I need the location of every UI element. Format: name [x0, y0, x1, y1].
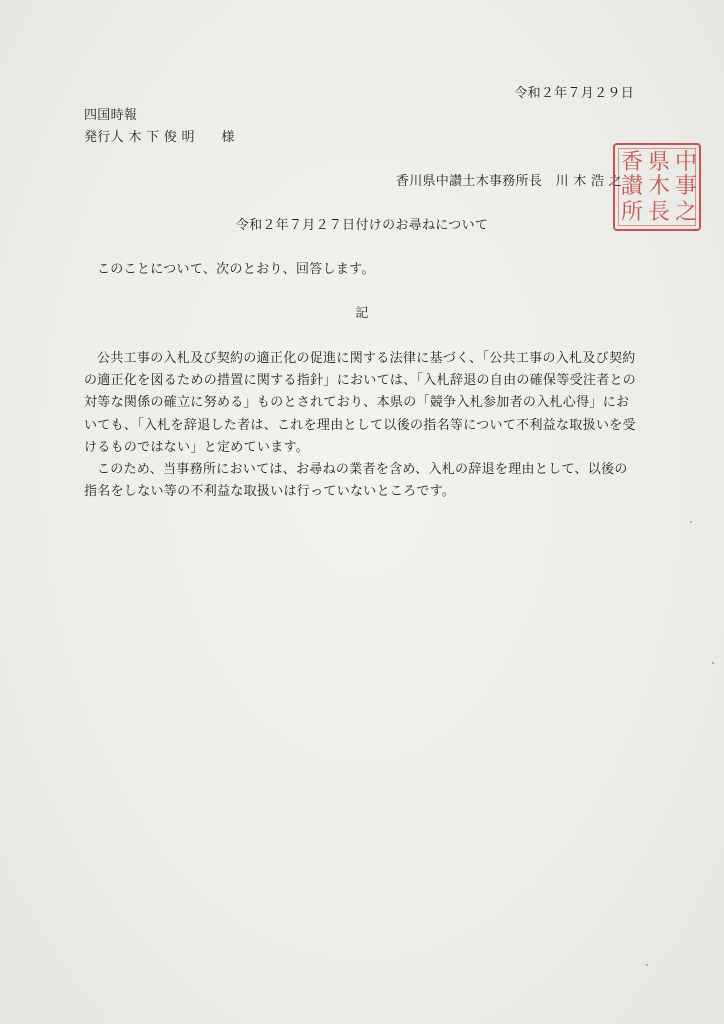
seal-glyph: 木	[647, 174, 670, 199]
seal-glyph: 事	[674, 174, 697, 199]
body-paragraph-2: このため、当事務所においては、お尋ねの業者を含め、入札の辞退を理由として、以後の指名をしない等の不利益な取扱いは行っていないところです。	[84, 462, 628, 500]
seal-glyph: 讃	[620, 174, 643, 199]
recipient-organization: 四国時報	[84, 108, 138, 123]
body-paragraph-1: 公共工事の入札及び契約の適正化の促進に関する法律に基づく、「公共工事の入札及び契約の適正化を図るための措置に関する指針」においては、「入札辞退の自由の確保等受注者との対等な関係の確立に努める」ものとされており、本県の「競争入札参加者の入札心得」においても、「入札を辞退した者は、これを理由として以後の指名等について不利益な取扱いを受けるものではない」と定めています。	[84, 351, 637, 455]
paper-speck	[712, 662, 714, 664]
document-date: 令和２年７月２９日	[514, 86, 634, 101]
seal-glyph: 香	[620, 150, 643, 175]
seal-glyph: 之	[674, 200, 697, 225]
recipient-person: 発行人 木 下 俊 明 様	[84, 130, 235, 145]
paper-speck	[690, 521, 692, 523]
paper-speck	[646, 964, 648, 966]
seal-glyph: 所	[620, 200, 643, 225]
seal-glyph: 県	[647, 150, 670, 175]
intro-sentence: このことについて、次のとおり、回答します。	[97, 262, 375, 277]
seal-glyph: 中	[674, 150, 697, 175]
sender-line: 香川県中讃土木事務所長 川 木 浩 之	[395, 174, 622, 189]
seal-glyph: 長	[647, 200, 670, 225]
ki-heading: 記	[355, 306, 369, 321]
body-text	[84, 348, 640, 503]
document-subject: 令和２年７月２７日付けのお尋ねについて	[235, 218, 489, 233]
